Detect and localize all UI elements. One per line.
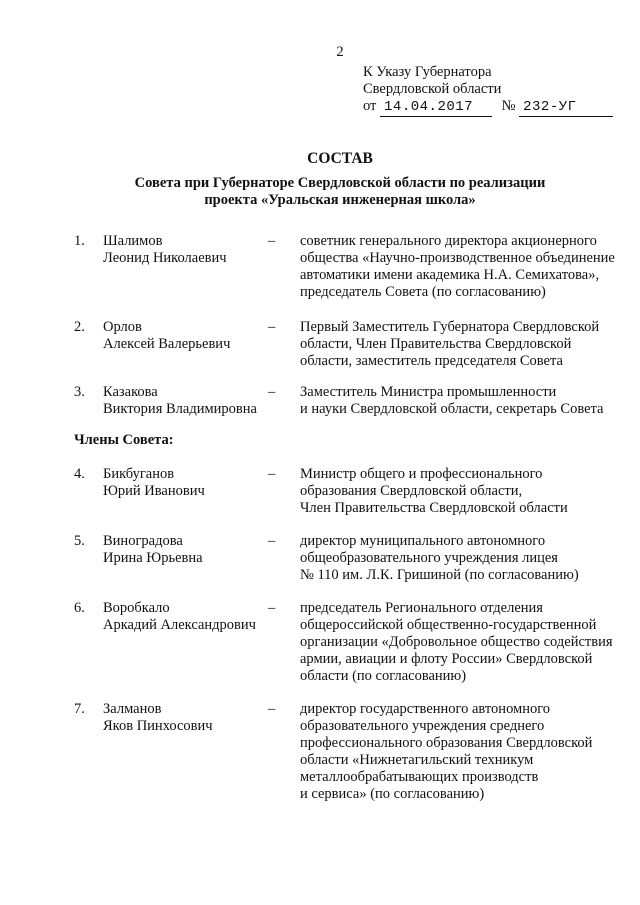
number-prefix: № <box>501 98 516 114</box>
page-number: 2 <box>336 44 344 60</box>
position-line: директор муниципального автономного <box>300 533 546 549</box>
position-line: общеобразовательного учреждения лицея <box>300 550 558 566</box>
position-line: № 110 им. Л.К. Гришиной (по согласованию) <box>300 567 579 583</box>
title-main: СОСТАВ <box>307 150 373 167</box>
position-line: области, заместитель председателя Совета <box>300 353 563 369</box>
member-name <box>103 466 276 500</box>
title-line-2: проекта «Уральская инженерная школа» <box>204 192 476 208</box>
position-line: организации «Добровольное общество содействия <box>300 634 613 650</box>
member-number: 1. <box>74 233 85 249</box>
member-number: 3. <box>74 384 85 400</box>
position-line: общероссийской общественно-государственной <box>300 617 597 633</box>
member-surname: Залманов <box>103 701 162 717</box>
member-position <box>300 701 620 803</box>
member-position <box>300 533 620 584</box>
member-given-names: Ирина Юрьевна <box>103 550 203 566</box>
position-line: области, Член Правительства Свердловской <box>300 336 572 352</box>
position-line: советник генерального директора акционерного <box>300 233 597 249</box>
position-line: председатель Регионального отделения <box>300 600 543 616</box>
dash-separator: – <box>268 233 276 249</box>
dash-separator: – <box>268 600 276 616</box>
dash-separator: – <box>268 701 276 717</box>
dash-separator: – <box>268 533 276 549</box>
member-position <box>300 466 620 517</box>
position-line: образовательного учреждения среднего <box>300 718 545 734</box>
reference-line-2: Свердловской области <box>363 81 502 97</box>
dash-separator: – <box>268 319 276 335</box>
title-line-1: Совета при Губернаторе Свердловской области по реализации <box>134 175 546 191</box>
member-position <box>300 384 620 418</box>
decree-number: 232-УГ <box>519 99 613 117</box>
position-line: армии, авиации и флоту России» Свердловской <box>300 651 593 667</box>
member-surname: Воробкало <box>103 600 170 616</box>
section-members-label: Члены Совета: <box>74 432 174 448</box>
decree-date: 14.04.2017 <box>380 99 492 117</box>
position-line: автоматики имени академика Н.А. Семихатова», <box>300 267 600 283</box>
member-given-names: Виктория Владимировна <box>103 401 257 417</box>
member-number: 4. <box>74 466 85 482</box>
position-line: общества «Научно-производственное объединение <box>300 250 615 266</box>
document-title <box>110 150 570 209</box>
position-line: председатель Совета (по согласованию) <box>300 284 546 300</box>
position-line: Заместитель Министра промышленности <box>300 384 557 400</box>
member-name <box>103 384 276 418</box>
member-given-names: Аркадий Александрович <box>103 617 256 633</box>
member-position <box>300 319 620 370</box>
position-line: профессионального образования Свердловской <box>300 735 593 751</box>
position-line: и сервиса» (по согласованию) <box>300 786 485 802</box>
member-number: 2. <box>74 319 85 335</box>
member-surname: Орлов <box>103 319 142 335</box>
dash-separator: – <box>268 466 276 482</box>
member-surname: Шалимов <box>103 233 163 249</box>
member-given-names: Леонид Николаевич <box>103 250 227 266</box>
member-number: 5. <box>74 533 85 549</box>
member-number: 7. <box>74 701 85 717</box>
position-line: области (по согласованию) <box>300 668 467 684</box>
member-given-names: Яков Пинхосович <box>103 718 213 734</box>
member-given-names: Юрий Иванович <box>103 483 205 499</box>
member-position <box>300 233 620 301</box>
member-number: 6. <box>74 600 85 616</box>
position-line: и науки Свердловской области, секретарь Совета <box>300 401 604 417</box>
position-line: области «Нижнетагильский техникум <box>300 752 534 768</box>
member-surname: Казакова <box>103 384 158 400</box>
member-name <box>103 701 276 735</box>
member-given-names: Алексей Валерьевич <box>103 336 231 352</box>
reference-date-number-line <box>363 98 623 117</box>
member-name <box>103 319 276 353</box>
reference-line-1: К Указу Губернатора <box>363 64 492 80</box>
position-line: Министр общего и профессионального <box>300 466 543 482</box>
dash-separator: – <box>268 384 276 400</box>
member-surname: Бикбуганов <box>103 466 175 482</box>
date-prefix: от <box>363 98 377 114</box>
member-name <box>103 533 276 567</box>
position-line: директор государственного автономного <box>300 701 551 717</box>
member-name <box>103 600 276 634</box>
member-surname: Виноградова <box>103 533 183 549</box>
position-line: образования Свердловской области, <box>300 483 523 499</box>
position-line: Первый Заместитель Губернатора Свердловской <box>300 319 600 335</box>
position-line: Член Правительства Свердловской области <box>300 500 568 516</box>
decree-reference <box>363 64 623 117</box>
member-name <box>103 233 276 267</box>
member-position <box>300 600 620 685</box>
position-line: металлообрабатывающих производств <box>300 769 539 785</box>
